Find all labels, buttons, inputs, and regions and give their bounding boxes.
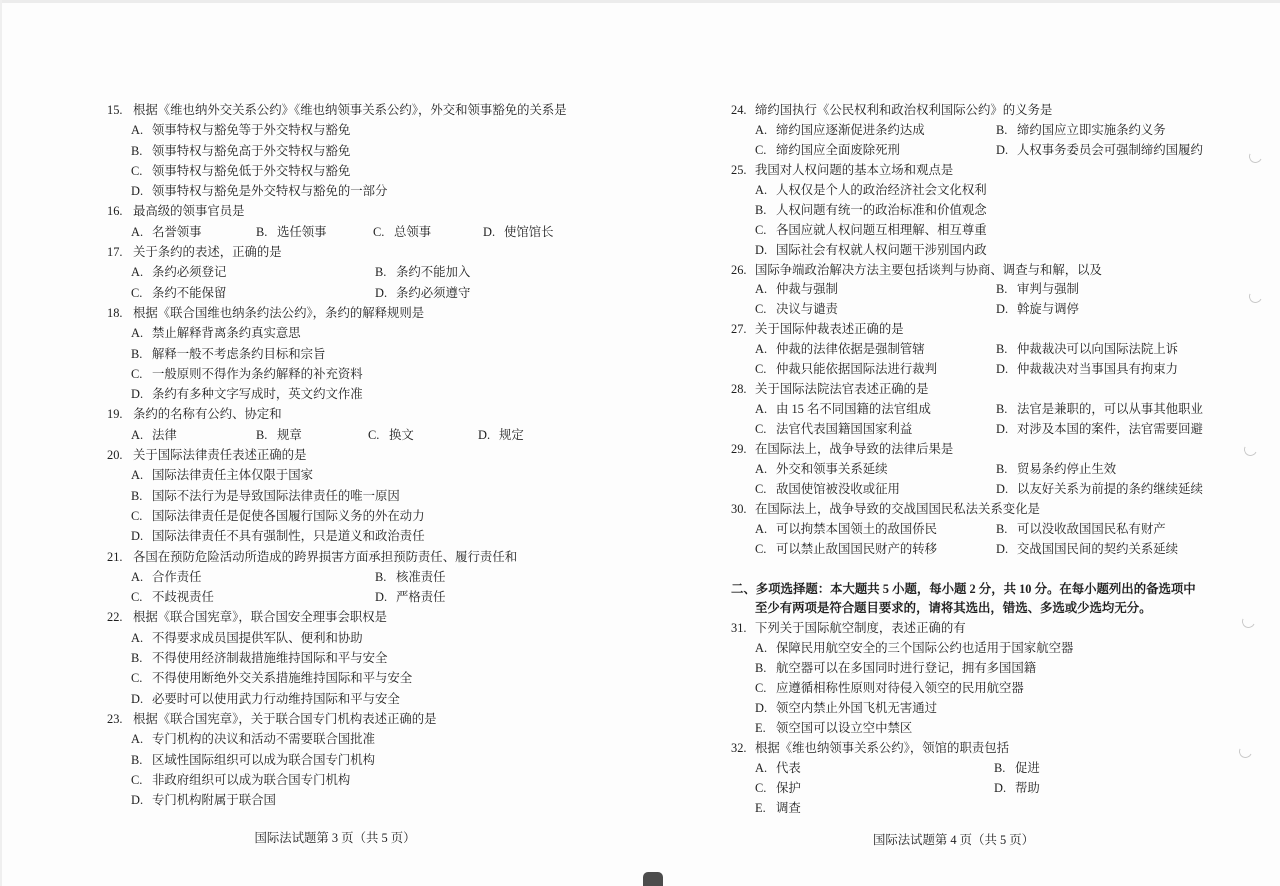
option-b: [755, 201, 987, 221]
option-label: C.: [755, 681, 767, 696]
option-d: [996, 420, 1203, 440]
option-e: [755, 719, 912, 739]
option-text: 专门机构的决议和活动不需要联合国批准: [152, 732, 376, 747]
option-label: B.: [375, 569, 387, 584]
option-label: A.: [131, 224, 144, 239]
question-29: [0, 440, 1280, 500]
option-row: [0, 799, 1280, 819]
option-row: [0, 241, 1280, 261]
option-text: 法官是兼职的，可以从事其他职业: [1017, 402, 1203, 417]
option-b: [996, 460, 1116, 480]
option-label: A.: [131, 427, 144, 442]
stem-row: [0, 440, 1280, 460]
option-label: C.: [131, 590, 143, 605]
question-26: [0, 261, 1280, 321]
option-label: C.: [755, 780, 767, 795]
option-text: 缔约国应立即实施条约义务: [1017, 122, 1166, 137]
option-text: 领事特权与豁免等于外交特权与豁免: [152, 123, 351, 138]
option-label: B.: [131, 752, 143, 767]
option-label: B.: [755, 661, 767, 676]
question-stem: 我国对人权问题的基本立场和观点是: [755, 162, 954, 177]
question-number: 24.: [731, 103, 747, 117]
question-number: 31.: [731, 621, 747, 636]
option-text: 领事特权与豁免低于外交特权与豁免: [152, 163, 351, 178]
option-row: [0, 221, 1280, 241]
section-heading-multiple-choice: [0, 580, 1280, 620]
option-text: 可以禁止敌国国民财产的转移: [776, 541, 938, 556]
option-b: [755, 659, 1036, 679]
question-stem: 在国际法上，战争导致的交战国国民私法关系变化是: [755, 501, 1040, 516]
option-text: 条约有多种文字写成时，英文约文作准: [152, 387, 363, 402]
binder-clip: [643, 872, 663, 886]
option-text: 航空器可以在多国同时进行登记，拥有多国国籍: [776, 661, 1037, 676]
option-text: 使馆馆长: [504, 224, 554, 239]
option-text: 决议与谴责: [776, 302, 838, 317]
option-label: C.: [368, 427, 380, 442]
stem-row: [0, 380, 1280, 400]
option-c: [755, 540, 937, 560]
option-label: B.: [131, 651, 143, 666]
option-text: 选任领事: [277, 224, 327, 239]
option-text: 仲裁与强制: [776, 282, 838, 297]
option-text: 调查: [776, 800, 801, 815]
option-label: D.: [131, 387, 144, 402]
option-label: A.: [755, 402, 768, 417]
option-label: B.: [996, 342, 1008, 357]
option-c: [755, 779, 801, 799]
option-label: B.: [256, 224, 268, 239]
option-text: 法官代表国籍国国家利益: [776, 422, 913, 436]
option-label: D.: [131, 793, 144, 808]
spacer: [0, 560, 1280, 580]
option-label: C.: [755, 142, 767, 157]
page-footer-left: 国际法试题第 3 页（共 5 页）: [254, 831, 416, 845]
option-b: [996, 340, 1178, 360]
question-stem: 关于国际法院法官表述正确的是: [755, 382, 929, 397]
option-label: A.: [131, 326, 144, 341]
question-number: 16.: [107, 204, 123, 219]
section-heading-line-1: 二、多项选择题：本大题共 5 小题，每小题 2 分，共 10 分。在每小题列出的备选项中: [731, 581, 1196, 596]
option-text: 交战国国民间的契约关系延续: [1017, 541, 1179, 556]
option-text: 总领事: [394, 224, 432, 239]
option-a: [755, 400, 931, 420]
option-text: 不歧视责任: [152, 590, 214, 605]
option-text: 解释一般不考虑条约目标和宗旨: [152, 346, 326, 361]
question-stem: 根据《维也纳外交关系公约》《维也纳领事关系公约》，外交和领事豁免的关系是: [133, 103, 567, 117]
option-text: 代表: [776, 760, 801, 775]
option-text: 人权仅是个人的政治经济社会文化权利: [776, 182, 987, 197]
question-30: [0, 500, 1280, 560]
option-b: [996, 520, 1166, 540]
question-32: [0, 739, 1280, 819]
option-text: 换文: [389, 427, 414, 442]
option-text: 规定: [499, 427, 524, 442]
option-c: [755, 360, 937, 380]
option-d: [996, 360, 1178, 380]
question-number: 22.: [107, 610, 123, 625]
option-label: D.: [996, 422, 1009, 436]
option-row: [0, 181, 1280, 201]
option-text: 法律: [152, 427, 177, 442]
option-a: [755, 520, 937, 540]
question-number: 26.: [731, 262, 747, 277]
option-text: 可以没收敌国国民私有财产: [1017, 521, 1166, 536]
option-label: A.: [131, 468, 144, 483]
option-text: 帮助: [1015, 780, 1040, 795]
option-label: A.: [131, 732, 144, 747]
option-text: 保护: [776, 780, 801, 795]
option-d: [755, 241, 987, 261]
option-row: [0, 300, 1280, 320]
option-label: D.: [994, 780, 1007, 795]
question-27: [0, 320, 1280, 380]
option-label: E.: [755, 721, 766, 736]
option-label: A.: [755, 760, 768, 775]
option-row: [0, 480, 1280, 500]
question-stem: 根据《联合国宪章》，关于联合国专门机构表述正确的是: [133, 711, 437, 726]
option-a: [755, 460, 888, 480]
option-label: C.: [373, 224, 385, 239]
option-label: B.: [996, 402, 1008, 417]
option-b: [996, 121, 1166, 141]
option-text: 保障民用航空安全的三个国际公约也适用于国家航空器: [776, 641, 1074, 656]
question-stem: 根据《联合国维也纳条约法公约》，条约的解释规则是: [133, 305, 425, 320]
question-24: [0, 101, 1280, 161]
option-row: [0, 360, 1280, 380]
option-text: 不得要求成员国提供军队、便利和协助: [152, 630, 363, 645]
option-row: [0, 719, 1280, 739]
question-number: 19.: [107, 407, 123, 422]
option-text: 规章: [277, 427, 302, 442]
stem-row: [0, 261, 1280, 281]
question-stem: 关于国际法律责任表述正确的是: [133, 448, 307, 463]
option-label: D.: [755, 701, 768, 716]
option-text: 仲裁裁决可以向国际法院上诉: [1017, 342, 1179, 357]
option-row: [0, 400, 1280, 420]
option-label: D.: [375, 285, 388, 300]
option-text: 领事特权与豁免是外交特权与豁免的一部分: [152, 184, 388, 199]
option-label: B.: [996, 122, 1008, 137]
option-text: 各国应就人权问题互相理解、相互尊重: [776, 222, 987, 237]
option-d: [996, 480, 1203, 500]
option-label: A.: [755, 342, 768, 357]
question-stem: 国际争端政治解决方法主要包括谈判与协商、调查与和解，以及: [755, 262, 1102, 277]
stem-row: [0, 101, 1280, 121]
right-page: [0, 101, 1280, 819]
option-label: D.: [375, 590, 388, 605]
option-c: [755, 141, 900, 161]
page-footer-right: 国际法试题第 4 页（共 5 页）: [872, 833, 1035, 847]
section-heading-row: [0, 580, 1280, 600]
option-text: 合作责任: [152, 569, 202, 584]
scan-edge-top: [0, 0, 1280, 3]
option-label: C.: [131, 163, 143, 178]
option-label: C.: [755, 302, 767, 317]
question-28: [0, 380, 1280, 440]
option-label: B.: [996, 282, 1008, 297]
option-label: A.: [131, 123, 144, 138]
option-label: C.: [131, 285, 143, 300]
option-row: [0, 340, 1280, 360]
option-label: B.: [375, 265, 387, 280]
option-row: [0, 540, 1280, 560]
option-row: [0, 679, 1280, 699]
stem-row: [0, 739, 1280, 759]
option-a: [755, 280, 838, 300]
question-number: 17.: [107, 245, 123, 260]
option-d: [996, 141, 1203, 161]
option-a: [755, 121, 925, 141]
option-text: 条约不能保留: [152, 285, 227, 300]
option-label: A.: [131, 265, 144, 280]
option-label: B.: [131, 488, 143, 503]
option-label: A.: [755, 641, 768, 656]
option-b: [994, 759, 1040, 779]
question-number: 15.: [107, 103, 123, 117]
stem-row: [0, 500, 1280, 520]
option-label: C.: [755, 422, 767, 436]
option-label: B.: [755, 202, 767, 217]
option-d: [994, 779, 1040, 799]
option-label: D.: [996, 302, 1009, 317]
option-row: [0, 779, 1280, 799]
option-a: [755, 181, 987, 201]
question-stem: 关于条约的表述，正确的是: [133, 245, 282, 260]
option-label: D.: [131, 691, 144, 706]
option-text: 核准责任: [396, 569, 446, 584]
option-text: 严格责任: [396, 590, 446, 605]
option-text: 国际社会有权就人权问题干涉别国内政: [776, 242, 987, 257]
option-text: 名誉领事: [152, 224, 202, 239]
question-stem: 下列关于国际航空制度，表述正确的有: [755, 621, 966, 636]
option-row: [0, 659, 1280, 679]
option-label: B.: [131, 346, 143, 361]
option-text: 一般原则不得作为条约解释的补充资料: [152, 366, 363, 381]
question-stem: 根据《联合国宪章》，联合国安全理事会职权是: [133, 610, 388, 625]
option-c: [755, 420, 912, 440]
option-a: [755, 340, 925, 360]
option-row: [0, 141, 1280, 161]
option-label: C.: [755, 481, 767, 496]
option-label: C.: [131, 772, 143, 787]
option-label: C.: [131, 671, 143, 686]
option-text: 斡旋与调停: [1017, 302, 1079, 317]
option-c: [755, 221, 987, 241]
option-label: D.: [996, 142, 1009, 157]
option-a: [755, 639, 1073, 659]
option-c: [755, 300, 838, 320]
option-label: A.: [755, 282, 768, 297]
option-text: 领空内禁止外国飞机无害通过: [776, 701, 938, 716]
option-text: 以友好关系为前提的条约继续延续: [1017, 481, 1203, 496]
stem-row: [0, 161, 1280, 181]
section-heading-row: [0, 599, 1280, 619]
option-text: 敌国使馆被没收或征用: [776, 481, 900, 496]
option-label: A.: [131, 569, 144, 584]
option-b: [996, 280, 1079, 300]
option-label: D.: [996, 541, 1009, 556]
question-number: 21.: [107, 549, 123, 564]
option-text: 仲裁的法律依据是强制管辖: [776, 342, 925, 357]
option-label: D.: [996, 481, 1009, 496]
question-number: 29.: [731, 441, 747, 456]
option-text: 促进: [1015, 760, 1040, 775]
option-text: 仲裁只能依据国际法进行裁判: [776, 362, 938, 377]
question-number: 32.: [731, 741, 747, 755]
option-text: 必要时可以使用武力行动维持国际和平与安全: [152, 691, 400, 706]
option-c: [755, 679, 1024, 699]
option-text: 由 15 名不同国籍的法官组成: [776, 402, 931, 417]
option-label: D.: [996, 362, 1009, 377]
question-number: 18.: [107, 305, 123, 320]
option-text: 条约必须登记: [152, 265, 227, 280]
question-stem: 在国际法上，战争导致的法律后果是: [755, 441, 954, 456]
option-text: 缔约国应逐渐促进条约达成: [776, 122, 925, 137]
option-text: 国际法律责任主体仅限于国家: [152, 468, 314, 483]
option-text: 可以拘禁本国领土的敌国侨民: [776, 521, 938, 536]
option-text: 领事特权与豁免高于外交特权与豁免: [152, 143, 351, 158]
option-text: 国际不法行为是导致国际法律责任的唯一原因: [152, 488, 400, 503]
option-label: B.: [996, 461, 1008, 476]
option-label: A.: [755, 461, 768, 476]
stem-row: [0, 619, 1280, 639]
option-row: [0, 759, 1280, 779]
option-label: C.: [755, 362, 767, 377]
option-row: [0, 201, 1280, 221]
question-31: [0, 619, 1280, 739]
option-label: A.: [131, 630, 144, 645]
question-number: 27.: [731, 322, 747, 337]
option-text: 应遵循相称性原则对待侵入领空的民用航空器: [776, 681, 1024, 696]
option-text: 条约必须遵守: [396, 285, 471, 300]
question-stem: 关于国际仲裁表述正确的是: [755, 322, 904, 337]
option-row: [0, 520, 1280, 540]
option-label: D.: [131, 184, 144, 199]
option-row: [0, 460, 1280, 483]
option-text: 不得使用断绝外交关系措施维持国际和平与安全: [152, 671, 413, 686]
option-text: 不得使用经济制裁措施维持国际和平与安全: [152, 651, 388, 666]
question-number: 30.: [731, 501, 747, 516]
question-stem: 根据《维也纳领事关系公约》，领馆的职责包括: [755, 741, 1010, 755]
option-label: B.: [994, 760, 1006, 775]
option-text: 人权事务委员会可强制缔约国履约: [1017, 142, 1203, 157]
option-row: [0, 420, 1280, 440]
question-stem: 最高级的领事官员是: [133, 204, 245, 219]
option-label: D.: [755, 242, 768, 257]
option-label: D.: [478, 427, 491, 442]
option-text: 条约不能加入: [396, 265, 471, 280]
section-heading-line-2: 至少有两项是符合题目要求的，请将其选出，错选、多选或少选均无分。: [755, 601, 1152, 616]
option-label: B.: [131, 143, 143, 158]
question-25: [0, 161, 1280, 261]
option-label: D.: [483, 224, 496, 239]
option-row: [0, 639, 1280, 659]
question-number: 28.: [731, 382, 747, 397]
option-b: [996, 400, 1203, 420]
option-row: [0, 280, 1280, 300]
option-text: 人权问题有统一的政治标准和价值观念: [776, 202, 987, 217]
option-label: C.: [131, 366, 143, 381]
option-label: A.: [755, 122, 768, 137]
question-number: 20.: [107, 448, 123, 463]
option-text: 非政府组织可以成为联合国专门机构: [152, 772, 351, 787]
option-c: [755, 480, 900, 500]
option-label: C.: [755, 222, 767, 237]
option-label: C.: [755, 541, 767, 556]
option-label: A.: [755, 182, 768, 197]
question-stem: 各国在预防危险活动所造成的跨界损害方面承担预防责任、履行责任和: [133, 549, 518, 564]
option-a: [755, 759, 801, 779]
option-d: [996, 300, 1079, 320]
option-label: B.: [256, 427, 268, 442]
option-text: 国际法律责任不具有强制性，只是道义和政治责任: [152, 529, 425, 544]
option-d: [755, 699, 937, 719]
option-text: 外交和领事关系延续: [776, 461, 888, 476]
question-number: 23.: [107, 711, 123, 726]
option-d: [996, 540, 1178, 560]
option-text: 领空国可以设立空中禁区: [776, 721, 913, 736]
option-label: A.: [755, 521, 768, 536]
option-row: [0, 699, 1280, 719]
option-text: 国际法律责任是促使各国履行国际义务的外在动力: [152, 508, 425, 523]
option-text: 缔约国应全面废除死刑: [776, 142, 900, 157]
question-number: 25.: [731, 162, 747, 177]
question-stem: 缔约国执行《公民权利和政治权利国际公约》的义务是: [755, 103, 1053, 117]
option-text: 对涉及本国的案件，法官需要回避: [1017, 422, 1203, 436]
option-text: 审判与强制: [1017, 282, 1079, 297]
question-stem: 条约的名称有公约、协定和: [133, 407, 282, 422]
option-row: [0, 121, 1280, 141]
option-e: [755, 799, 801, 819]
option-text: 贸易条约停止生效: [1017, 461, 1117, 476]
option-text: 区域性国际组织可以成为联合国专门机构: [152, 752, 376, 767]
option-text: 仲裁裁决对当事国具有拘束力: [1017, 362, 1179, 377]
option-label: B.: [996, 521, 1008, 536]
option-text: 专门机构附属于联合国: [152, 793, 276, 808]
option-label: C.: [131, 508, 143, 523]
option-label: D.: [131, 529, 144, 544]
stem-row: [0, 320, 1280, 340]
option-label: E.: [755, 800, 766, 815]
option-text: 禁止解释背离条约真实意思: [152, 326, 301, 341]
